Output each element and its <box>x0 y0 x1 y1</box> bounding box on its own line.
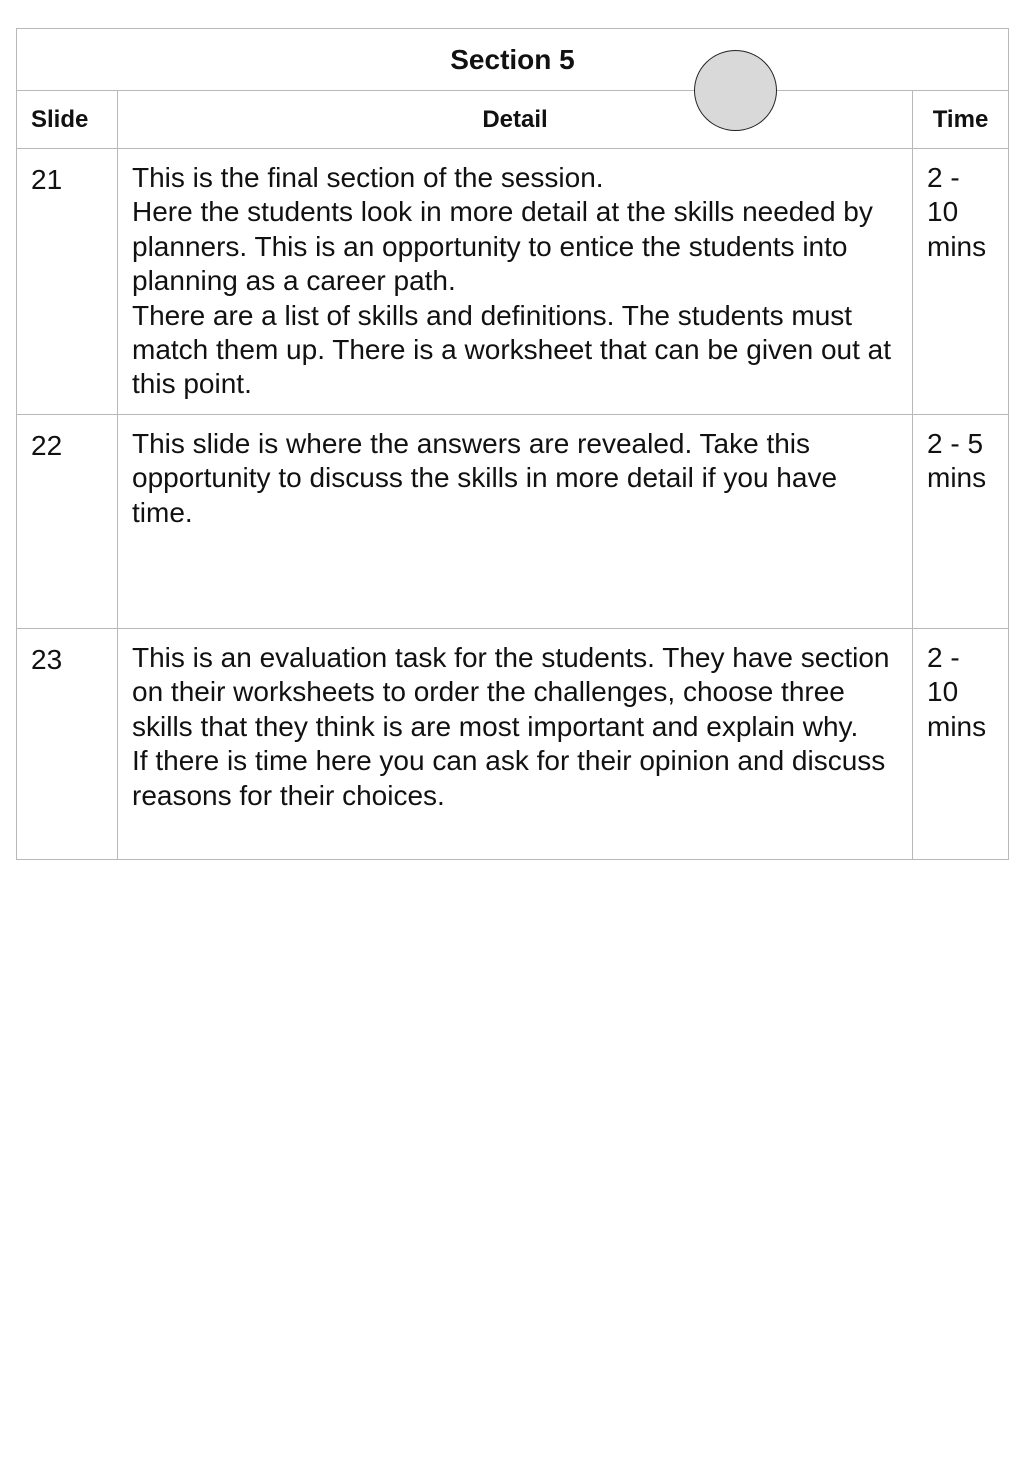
table-row <box>17 415 1009 629</box>
detail-paragraph: This is an evaluation task for the students. They have section on their worksheets to order the challenges, choose three skills that they think is are most important and explain why. <box>132 642 890 742</box>
detail-cell <box>118 415 913 629</box>
header-row <box>17 91 1009 149</box>
time-cell: 2 - 10 mins <box>913 629 1009 860</box>
table-row <box>17 629 1009 860</box>
circle-marker <box>694 50 777 131</box>
time-cell: 2 - 10 mins <box>913 149 1009 415</box>
section-title: Section 5 <box>17 29 1009 91</box>
session-plan-table <box>16 28 1009 860</box>
section-title-row <box>17 29 1009 91</box>
detail-paragraph: This slide is where the answers are revealed. Take this opportunity to discuss the skills in more detail if you have time. <box>132 428 838 528</box>
slide-number: 22 <box>17 415 118 629</box>
detail-cell <box>118 149 913 415</box>
time-column-header: Time <box>913 91 1009 149</box>
detail-cell <box>118 629 913 860</box>
time-cell: 2 - 5 mins <box>913 415 1009 629</box>
detail-paragraph: If there is time here you can ask for their opinion and discuss reasons for their choices. <box>132 745 886 811</box>
detail-paragraph: Here the students look in more detail at the skills needed by planners. This is an opportunity to entice the students into planning as a career path. <box>132 196 873 297</box>
detail-paragraph: This is the final section of the session. <box>132 162 604 193</box>
slide-number: 23 <box>17 629 118 860</box>
table-row <box>17 149 1009 415</box>
detail-paragraph: There are a list of skills and definitions. The students must match them up. There is a worksheet that can be given out at this point. <box>132 299 892 400</box>
slide-column-header: Slide <box>17 91 118 149</box>
detail-column-header: Detail <box>118 91 913 149</box>
slide-number: 21 <box>17 149 118 415</box>
